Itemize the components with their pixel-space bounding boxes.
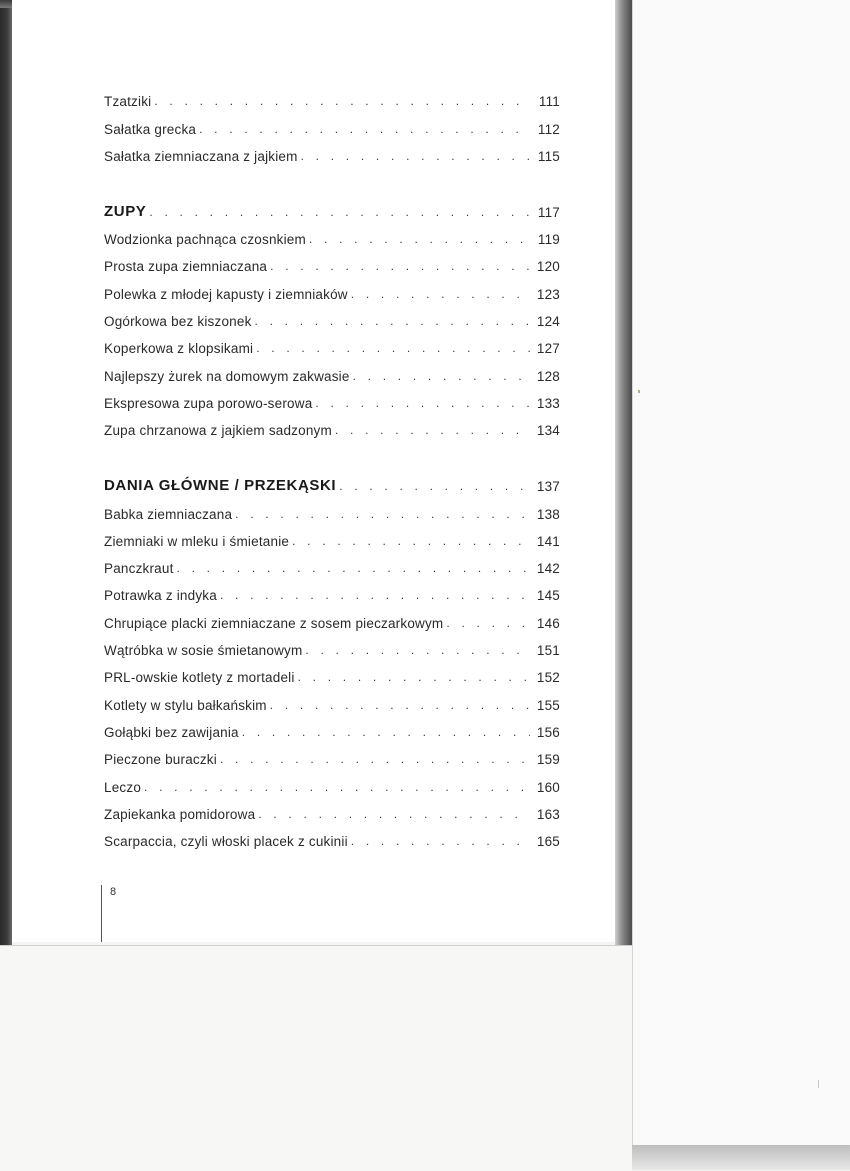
toc-entry-title: Wątróbka w sosie śmietanowym: [104, 643, 303, 659]
toc-entry-title: Polewka z młodej kapusty i ziemniaków: [104, 286, 348, 302]
toc-entry-page: 159: [536, 752, 560, 768]
toc-entry-title: Scarpaccia, czyli włoski placek z cukinii: [104, 834, 348, 850]
toc-entry[interactable]: [104, 685, 560, 712]
toc-entry[interactable]: [104, 356, 560, 383]
book-binding-edge: [0, 0, 12, 945]
toc-entry-title: Leczo: [104, 779, 142, 795]
toc-entry-page: 156: [536, 724, 560, 740]
toc-entry-page: 165: [536, 834, 560, 850]
toc-entry-title: Babka ziemniaczana: [104, 506, 233, 522]
toc-leader-dots: [315, 397, 530, 411]
toc-entry-page: 142: [536, 561, 560, 577]
toc-entry[interactable]: [104, 767, 560, 794]
toc-entry-page: 120: [536, 259, 560, 275]
page-number: 8: [110, 886, 117, 898]
toc-entry[interactable]: [104, 631, 560, 658]
toc-leader-dots: [149, 206, 530, 220]
toc-entry[interactable]: [104, 549, 560, 576]
section-spacer: [104, 438, 560, 466]
toc-leader-dots: [255, 315, 530, 329]
toc-entry-title: Prosta zupa ziemniaczana: [104, 259, 268, 275]
toc-entry[interactable]: [104, 822, 560, 849]
toc-entry-title: Potrawka z indyka: [104, 588, 217, 604]
folio-rule: [101, 885, 102, 942]
section-title: DANIA GŁÓWNE / PRZEKĄSKI: [104, 477, 337, 495]
section-page: 117: [537, 204, 560, 220]
toc-entry-page: 128: [536, 368, 560, 384]
toc-entry-page: 115: [537, 148, 560, 164]
toc-entry[interactable]: [104, 384, 560, 411]
toc-leader-dots: [309, 233, 530, 247]
section-title: ZUPY: [104, 202, 147, 220]
toc-entry-page: 155: [536, 697, 560, 713]
toc-entry-title: Gołąbki bez zawijania: [104, 724, 239, 740]
toc-leader-dots: [351, 835, 530, 849]
scanner-background-sheet: [632, 0, 850, 1145]
toc-leader-dots: [199, 123, 530, 137]
toc-entry[interactable]: [104, 274, 560, 301]
toc-entry[interactable]: [104, 82, 560, 109]
toc-entry-page: 133: [536, 395, 560, 411]
scan-bottom-edge: [632, 1145, 850, 1170]
toc-entry[interactable]: [104, 109, 560, 136]
toc-entry-page: 163: [536, 806, 560, 822]
toc-entry-title: Zupa chrzanowa z jajkiem sadzonym: [104, 423, 332, 439]
toc-leader-dots: [256, 342, 530, 356]
toc-entry[interactable]: [104, 713, 560, 740]
toc-entry-page: 146: [536, 615, 560, 631]
toc-entry-page: 127: [536, 341, 560, 357]
section-page: 137: [536, 479, 560, 495]
toc-leader-dots: [220, 589, 530, 603]
toc-leader-dots: [242, 726, 530, 740]
page-gutter-shadow: [615, 0, 632, 945]
toc-leader-dots: [335, 424, 530, 438]
toc-entry[interactable]: [104, 658, 560, 685]
toc-leader-dots: [446, 617, 530, 631]
toc-section-heading[interactable]: [104, 466, 560, 494]
toc-entry-page: 119: [537, 232, 560, 248]
toc-entry-title: Koperkowa z klopsikami: [104, 341, 254, 357]
toc-entry-title: Ogórkowa bez kiszonek: [104, 314, 252, 330]
toc-entry-page: 111: [538, 94, 560, 110]
toc-leader-dots: [301, 150, 530, 164]
toc-entry-page: 151: [536, 643, 560, 659]
toc-leader-dots: [235, 508, 530, 522]
toc-leader-dots: [154, 95, 530, 109]
toc-entry[interactable]: [104, 494, 560, 521]
scan-mark: [818, 1080, 819, 1088]
toc-entry-title: Ziemniaki w mleku i śmietanie: [104, 533, 290, 549]
toc-leader-dots: [351, 288, 530, 302]
toc-entry-page: 134: [536, 423, 560, 439]
scan-speck: [638, 390, 640, 393]
toc-entry[interactable]: [104, 302, 560, 329]
toc-entry[interactable]: [104, 329, 560, 356]
toc-entry-title: Chrupiące placki ziemniaczane z sosem pieczarkowym: [104, 615, 444, 631]
toc-leader-dots: [144, 781, 530, 795]
toc-entry-title: PRL-owskie kotlety z mortadeli: [104, 670, 295, 686]
toc-entry-title: Sałatka grecka: [104, 121, 197, 137]
toc-entry-title: Najlepszy żurek na domowym zakwasie: [104, 368, 350, 384]
section-spacer: [104, 164, 560, 192]
toc-entry-title: Panczkraut: [104, 561, 174, 577]
scanner-bottom-sheet: [0, 945, 632, 1171]
toc-entry[interactable]: [104, 137, 560, 164]
toc-leader-dots: [270, 260, 530, 274]
toc-leader-dots: [305, 644, 530, 658]
toc-entry[interactable]: [104, 522, 560, 549]
toc-entry[interactable]: [104, 740, 560, 767]
toc-entry-title: Wodzionka pachnąca czosnkiem: [104, 232, 306, 248]
toc-entry-page: 123: [536, 286, 560, 302]
toc-leader-dots: [177, 562, 530, 576]
toc-entry-page: 160: [536, 779, 560, 795]
toc-entry[interactable]: [104, 411, 560, 438]
toc-entry-page: 138: [536, 506, 560, 522]
toc-leader-dots: [258, 808, 530, 822]
toc-leader-dots: [339, 480, 530, 494]
toc-entry-title: Zapiekanka pomidorowa: [104, 806, 256, 822]
toc-leader-dots: [292, 535, 530, 549]
toc-entry-title: Ekspresowa zupa porowo-serowa: [104, 395, 313, 411]
toc-entry-page: 112: [537, 121, 560, 137]
toc-entry[interactable]: [104, 576, 560, 603]
toc-section-heading[interactable]: [104, 192, 560, 220]
toc-entry-title: Pieczone buraczki: [104, 752, 217, 768]
toc-leader-dots: [220, 753, 530, 767]
toc-entry[interactable]: [104, 247, 560, 274]
table-of-contents: [104, 82, 560, 849]
toc-leader-dots: [353, 370, 530, 384]
toc-entry-title: Sałatka ziemniaczana z jajkiem: [104, 148, 298, 164]
toc-entry[interactable]: [104, 220, 560, 247]
toc-entry-page: 145: [536, 588, 560, 604]
toc-leader-dots: [298, 671, 530, 685]
toc-entry-page: 152: [536, 670, 560, 686]
toc-entry-page: 141: [536, 533, 560, 549]
toc-leader-dots: [270, 699, 530, 713]
toc-entry-page: 124: [536, 314, 560, 330]
toc-entry[interactable]: [104, 795, 560, 822]
toc-entry-title: Kotlety w stylu bałkańskim: [104, 697, 267, 713]
toc-entry[interactable]: [104, 603, 560, 630]
toc-entry-title: Tzatziki: [104, 94, 152, 110]
